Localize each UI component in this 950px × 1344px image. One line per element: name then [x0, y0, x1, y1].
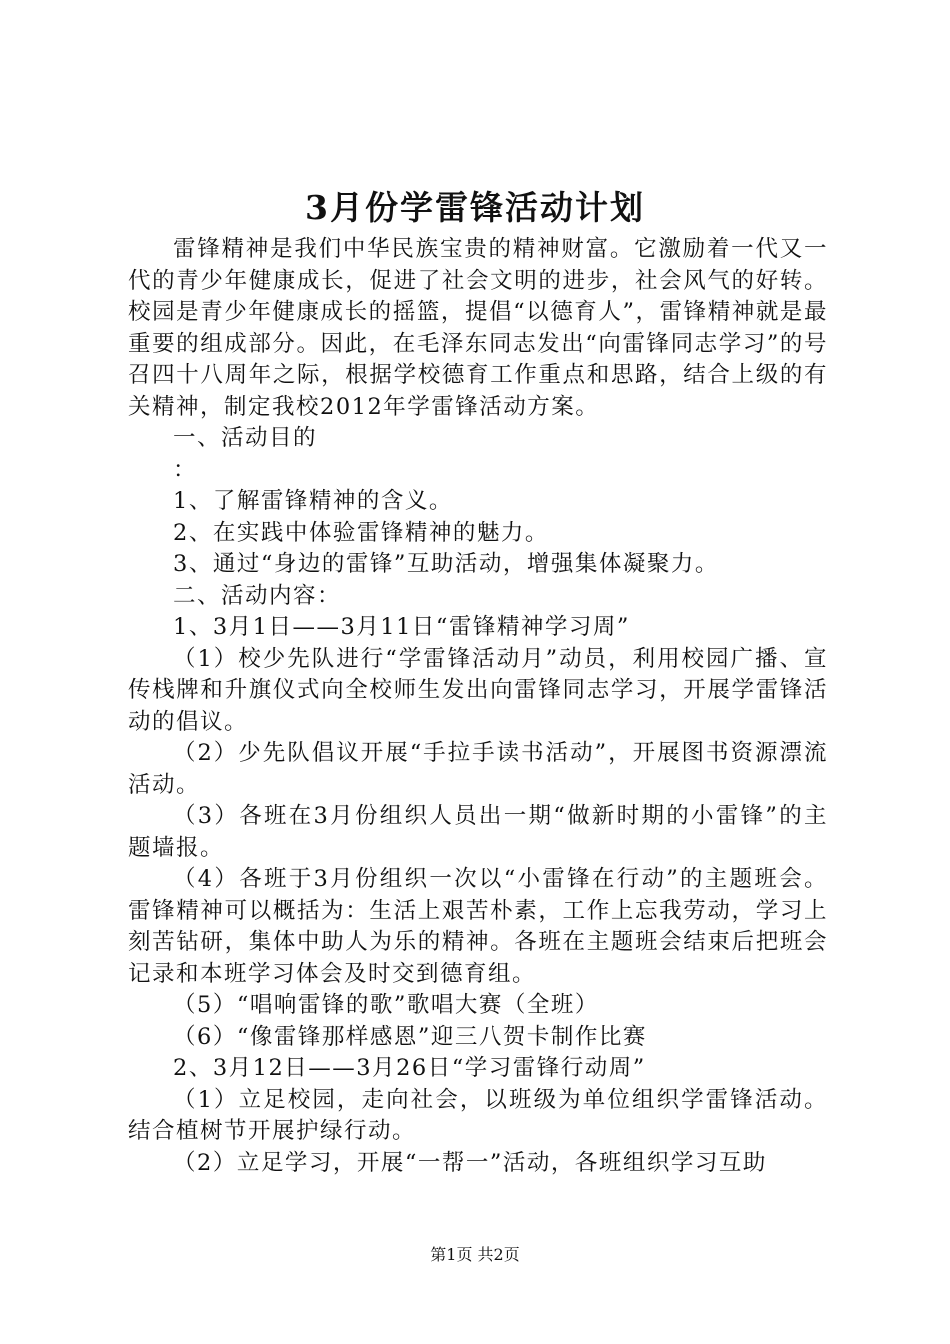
goal-item-2: 2、在实践中体验雷锋精神的魅力。 — [173, 519, 549, 546]
goal-item-1: 1、了解雷锋精神的含义。 — [173, 488, 453, 514]
goal-item-3: 3、通过“身边的雷锋”互助活动，增强集体凝聚力。 — [173, 551, 719, 577]
document-body — [128, 234, 828, 1179]
content-item-1-2: （2）少先队倡议开展“手拉手读书活动”，开展图书资源漂流活动。 — [128, 740, 828, 798]
content-item-1-4: （4）各班于3月份组织一次以“小雷锋在行动”的主题班会。雷锋精神可以概括为：生活上艰苦朴素，工作上忘我劳动，学习上刻苦钻研，集体中助人为乐的精神。各班在主题班会结束后把班会记录和本班学习体会及时交到德育组。 — [128, 866, 828, 987]
intro-paragraph: 雷锋精神是我们中华民族宝贵的精神财富。它激励着一代又一代的青少年健康成长，促进了社会文明的进步，社会风气的好转。校园是青少年健康成长的摇篮，提倡“以德育人”，雷锋精神就是最重要的组成部分。因此，在毛泽东同志发出“向雷锋同志学习”的号召四十八周年之际，根据学校德育工作重点和思路，结合上级的有关精神，制定我校2012年学雷锋活动方案。 — [128, 236, 828, 420]
section-heading-content: 二、活动内容： — [173, 582, 342, 609]
document-title: 3月份学雷锋活动计划 — [305, 188, 645, 227]
content-item-2-1: （1）立足校园，走向社会，以班级为单位组织学雷锋活动。结合植树节开展护绿行动。 — [128, 1086, 828, 1144]
content-item-1-3: （3）各班在3月份组织人员出一期“做新时期的小雷锋”的主题墙报。 — [128, 803, 828, 861]
content-item-1-5: （5）“唱响雷锋的歌”歌唱大赛（全班） — [173, 992, 599, 1018]
section-heading-goals: 一、活动目的 — [173, 425, 318, 451]
colon-line: ： — [173, 456, 198, 483]
content-item-1-1: （1）校少先队进行“学雷锋活动月”动员，利用校园广播、宣传栈牌和升旗仪式向全校师生发出向雷锋同志学习，开展学雷锋活动的倡议。 — [128, 645, 828, 735]
content-item-1-6: （6）“像雷锋那样感恩”迎三八贺卡制作比赛 — [173, 1023, 647, 1050]
content-week-2: 2、3月12日——3月26日“学习雷锋行动周” — [173, 1055, 646, 1081]
page-footer: 第1页 共2页 — [430, 1245, 520, 1264]
content-item-2-2: （2）立足学习，开展“一帮一”活动，各班组织学习互助 — [173, 1149, 767, 1176]
content-week-1: 1、3月1日——3月11日“雷锋精神学习周” — [173, 614, 630, 640]
